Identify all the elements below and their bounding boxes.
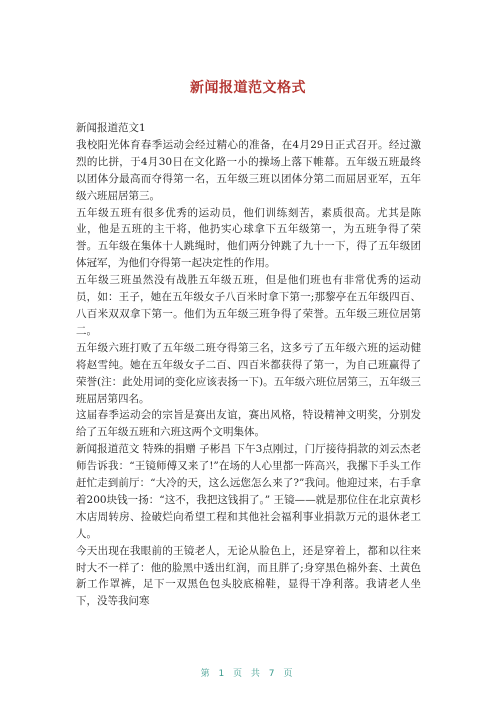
article-paragraph: 今天出现在我眼前的王镜老人，无论从脸色上，还是穿着上，都和以往来时大不一样了：他的脸黑中透出红润，而且胖了;身穿黑色棉外套、土黄色新工作罩裤，足下一双黑色包头胶底棉鞋，显得干净利落。我请老人坐下，没等我问寒 [76, 544, 421, 608]
page-number-footer: 第 1 页 共 7 页 [200, 669, 296, 679]
article-paragraph: 新闻报道范文 特殊的捐赠 子彬昌 下午3点刚过，门厅接待捐款的刘云杰老师告诉我：“王镜师傅又来了!”在场的人心里都一阵高兴，我摞下手头工作赶忙走到前厅：“大冷的天，这么远您怎么来了?”我问。他迎过来，右手拿着200块钱一扬：“这不，我把这钱捐了。” 王镜——就是那位住在北京黄杉木店周转房、捡破烂向希望工程和其他社会福利事业捐款万元的退休老工人。 [76, 443, 421, 540]
article-paragraph: 五年级六班打败了五年级二班夺得第三名，这多亏了五年级六班的运动健将赵雪纯。她在五年级女子二百、四百米都获得了第一，为自己班赢得了荣誉(注：此处用词的变化应该表扬一下)。五年级六班位居第三，五年级三班屈居第四名。 [76, 341, 421, 405]
article-paragraph: 这届春季运动会的宗旨是赛出友谊，赛出风格，特设精神文明奖，分别发给了五年级五班和六班这两个文明集体。 [76, 409, 421, 439]
page-title: 新闻报道范文格式 [190, 80, 306, 96]
article-paragraph: 五年级五班有很多优秀的运动员，他们训练刻苦，素质很高。尤其是陈业，他是五班的主干将，他扔实心球拿下五年级第一，为五班争得了荣誉。五年级在集体十人跳绳时，他们两分钟跳了九十一下，得了五年级团体冠军，为他们夺得第一起决定性的作用。 [76, 206, 421, 270]
article-paragraph: 我校阳光体育春季运动会经过精心的准备，在4月29日正式召开。经过激烈的比拼，于4月30日在文化路一小的操场上落下帷幕。五年级五班最终以团体分最高而夺得第一名，五年级三班以团体分第二而屈居亚军，五年级六班屈居第三。 [76, 138, 421, 202]
article-subtitle: 新闻报道范文1 [76, 122, 146, 134]
article-paragraph: 五年级三班虽然没有战胜五年级五班，但是他们班也有非常优秀的运动员，如：王子，她在五年级女子八百米时拿下第一;那黎亭在五年级四百、八百米双双拿下第一。他们为五年级三班争得了荣誉。五年级三班位居第二。 [76, 274, 421, 337]
article-body [76, 120, 421, 610]
